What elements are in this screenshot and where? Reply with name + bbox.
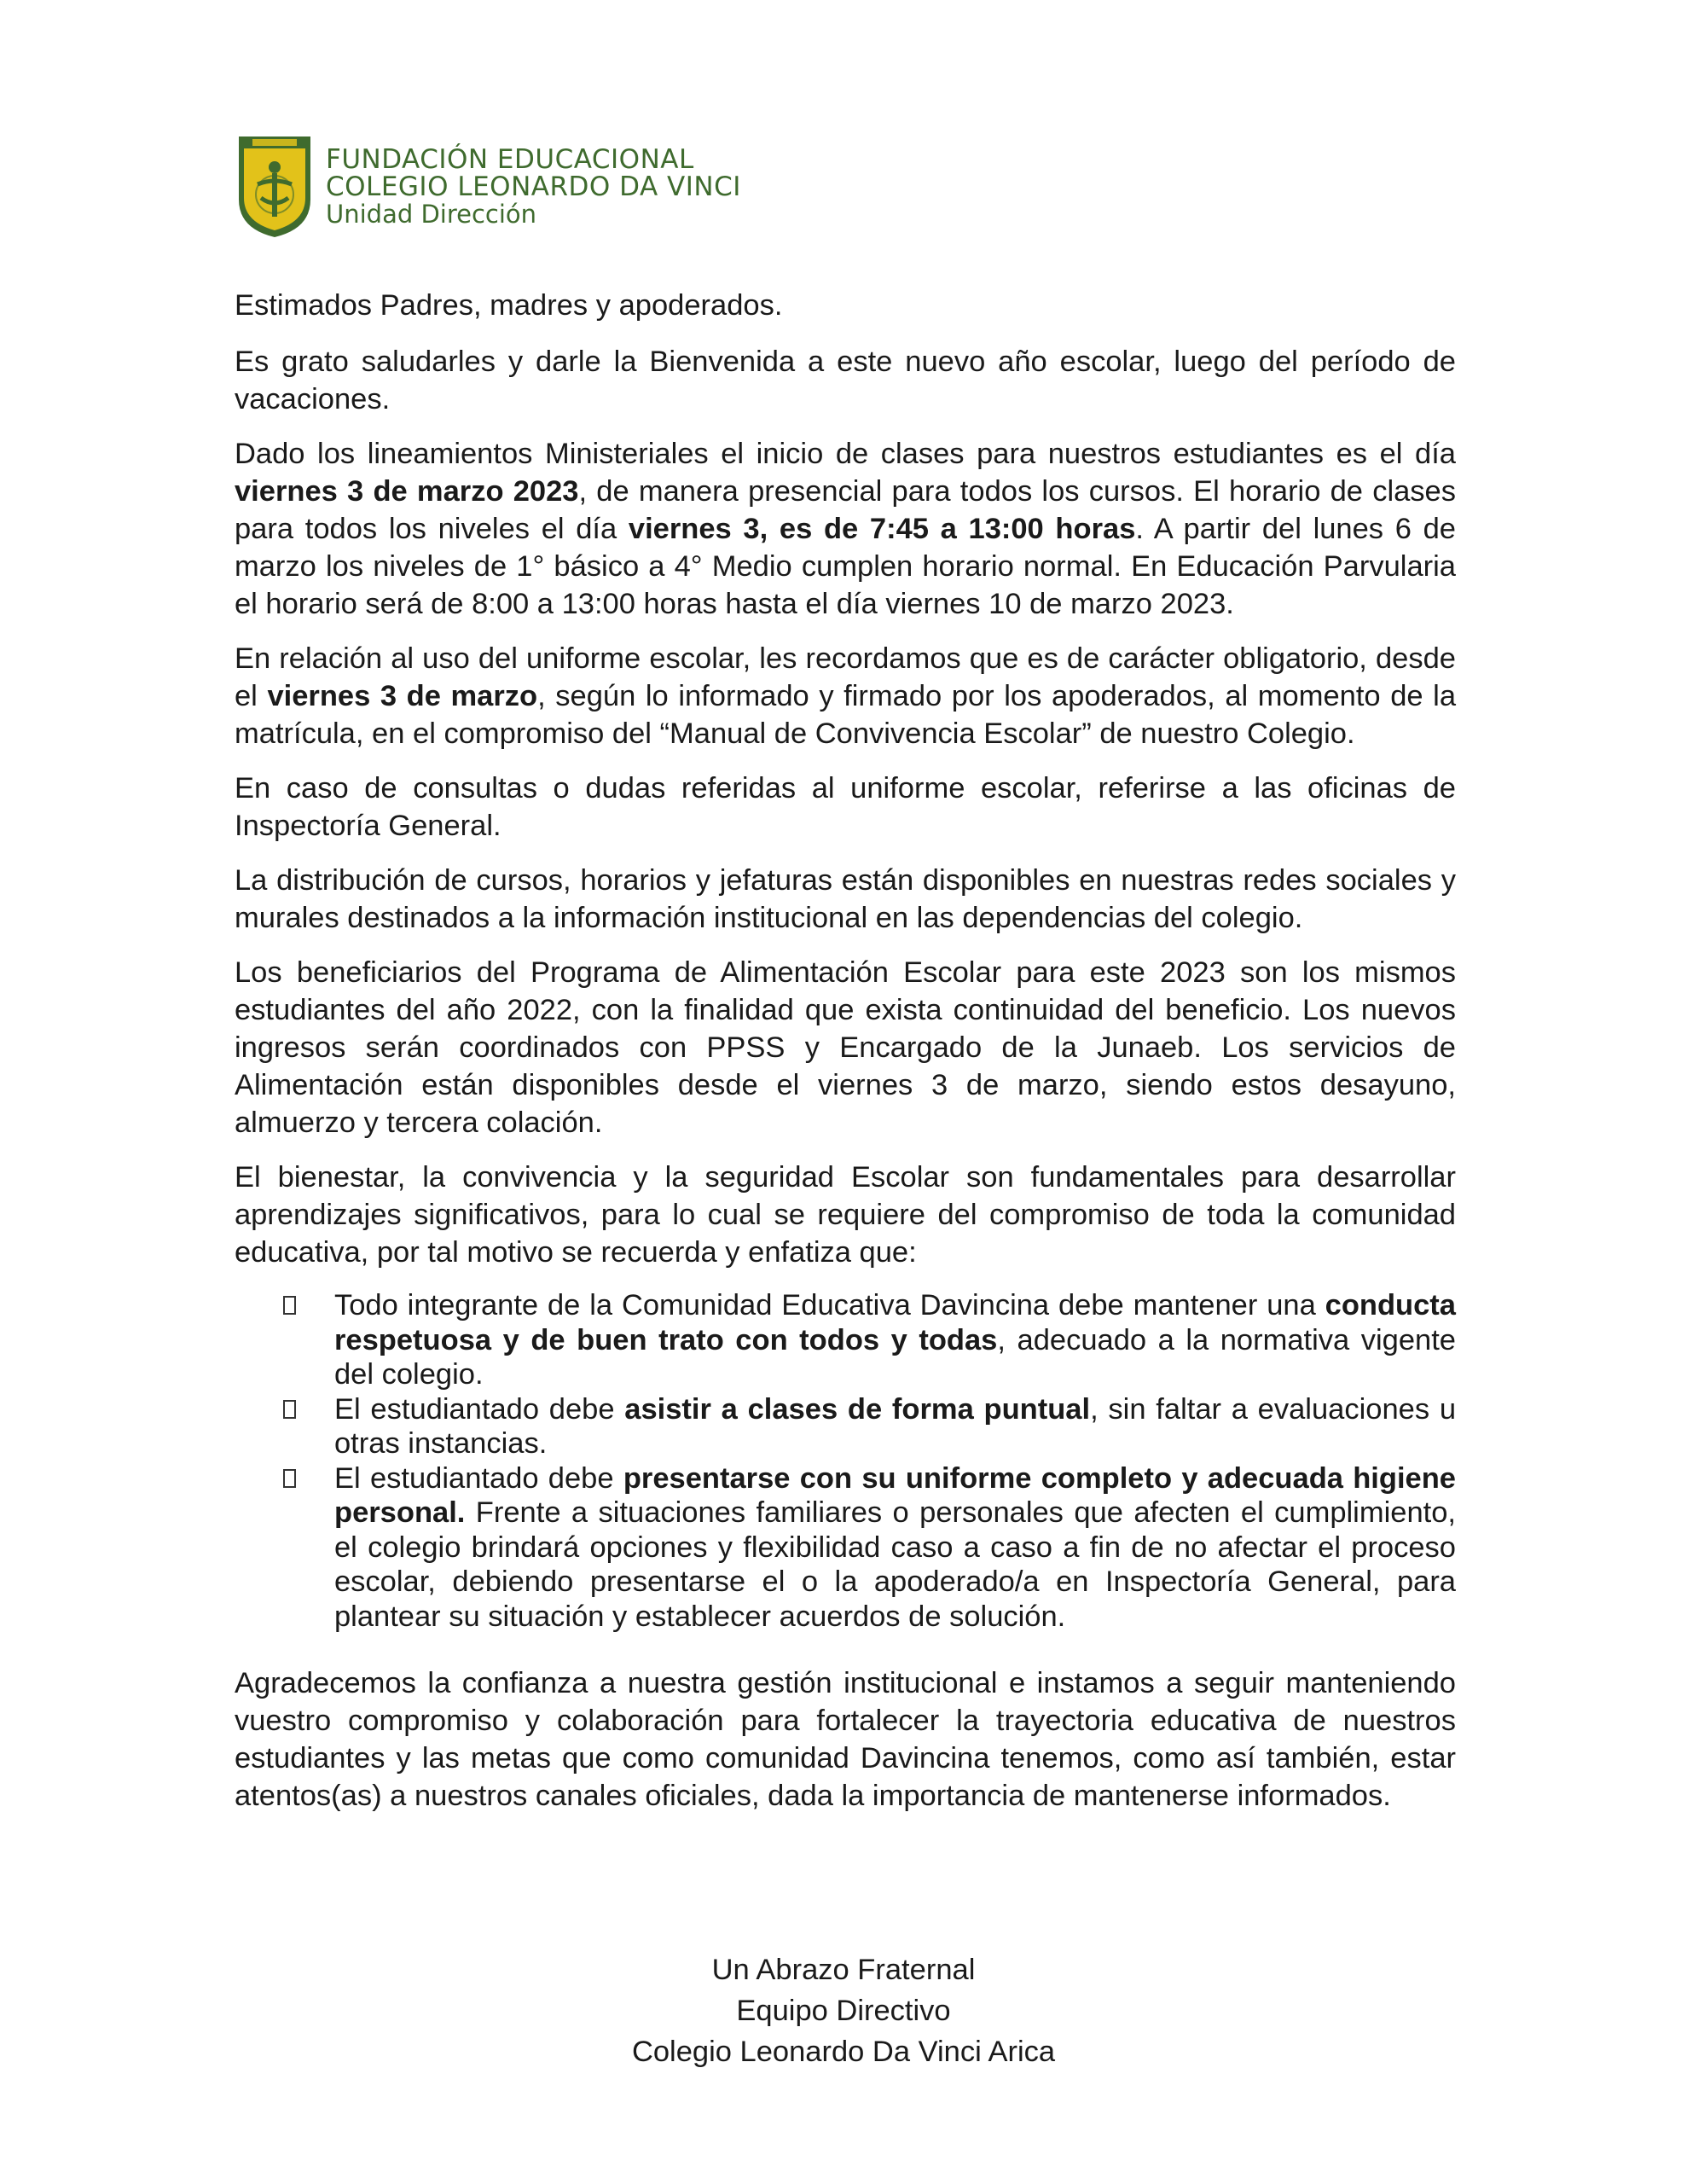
text-span: , de manera presencial para todos los cursos. El horario de clases para todos los niveles el día bbox=[235, 475, 1456, 545]
school-crest-icon bbox=[235, 133, 314, 241]
list-item bbox=[235, 1288, 1456, 1392]
signoff-greeting: Un Abrazo Fraternal bbox=[711, 1954, 976, 1986]
text-span: El estudiantado debe bbox=[334, 1461, 623, 1495]
text-span: . A partir del lunes 6 de marzo los niveles de 1° básico a 4° Medio cumplen horario normal. En Educación Parvularia el horario será de 8:00 a 13:00 horas hasta el día viernes 10 de marzo 2023. bbox=[235, 513, 1456, 620]
text-span: Frente a situaciones familiares o personales que afecten el cumplimiento, el colegio brindará opciones y flexibilidad caso a caso a fin de no afectar el proceso escolar, debiendo presentarse el o la apoderado/a en Inspectoría General, para plantear su situación y establecer acuerdos de solución. bbox=[334, 1496, 1456, 1633]
checkbox-bullet-icon bbox=[283, 1469, 296, 1488]
paragraph-uniform-questions: En caso de consultas o dudas referidas al uniforme escolar, referirse a las oficinas de Inspectoría General. bbox=[235, 772, 1456, 842]
paragraph-closing: Agradecemos la confianza a nuestra gestión institucional e instamos a seguir manteniendo vuestro compromiso y colaboración para fortalecer la trayectoria educativa de nuestros estudiantes y las metas que como comunidad Davincina tenemos, como así también, estar atentos(as) a nuestros canales oficiales, dada la importancia de mantenerse informados. bbox=[235, 1667, 1456, 1812]
text-span: El estudiantado debe bbox=[334, 1392, 625, 1426]
bold-text: conducta respetuosa y de buen trato con todos y todas bbox=[334, 1289, 1456, 1356]
signoff bbox=[0, 1949, 1687, 2072]
checkbox-bullet-icon bbox=[283, 1400, 296, 1419]
paragraph-course-distribution: La distribución de cursos, horarios y jefaturas están disponibles en nuestras redes sociales y murales destinados a la información institucional en las dependencias del colegio. bbox=[235, 864, 1456, 934]
text-span: Dado los lineamientos Ministeriales el inicio de clases para nuestros estudiantes es el día bbox=[235, 438, 1456, 470]
paragraph-food-program: Los beneficiarios del Programa de Alimentación Escolar para este 2023 son los mismos estudiantes del año 2022, con la finalidad que exista continuidad del beneficio. Los nuevos ingresos serán coordinados con PPSS y Encargado de la Junaeb. Los servicios de Alimentación están disponibles desde el viernes 3 de marzo, siendo estos desayuno, almuerzo y tercera colación. bbox=[235, 956, 1456, 1139]
bold-text: presentarse con su uniforme completo y adecuada higiene personal. bbox=[334, 1461, 1456, 1529]
text-span: , sin faltar a evaluaciones u otras instancias. bbox=[334, 1392, 1457, 1460]
signoff-school: Colegio Leonardo Da Vinci Arica bbox=[631, 2036, 1056, 2068]
bold-text: viernes 3, es de 7:45 a 13:00 horas bbox=[628, 513, 1136, 545]
salutation: Estimados Padres, madres y apoderados. bbox=[235, 289, 783, 322]
unit-name: Unidad Dirección bbox=[326, 200, 537, 229]
bold-text: viernes 3 de marzo bbox=[267, 680, 538, 712]
letterhead-text bbox=[326, 146, 741, 228]
paragraph-wellbeing: El bienestar, la convivencia y la seguridad Escolar son fundamentales para desarrollar aprendizajes significativos, para lo cual se requiere del compromiso de toda la comunidad educativa, por tal motivo se recuerda y enfatiza que: bbox=[235, 1161, 1456, 1269]
paragraph-uniform bbox=[235, 640, 1456, 752]
signoff-team: Equipo Directivo bbox=[736, 1995, 951, 2027]
letterhead bbox=[235, 133, 741, 241]
text-span: , adecuado a la normativa vigente del colegio. bbox=[334, 1323, 1456, 1391]
checkbox-bullet-icon bbox=[283, 1296, 296, 1315]
paragraph-class-start bbox=[235, 435, 1456, 623]
paragraph-welcome: Es grato saludarles y darle la Bienvenida a este nuevo año escolar, luego del período de vacaciones. bbox=[235, 346, 1456, 415]
expectations-list bbox=[235, 1288, 1456, 1634]
list-item bbox=[235, 1392, 1456, 1461]
list-item bbox=[235, 1461, 1456, 1635]
school-name: COLEGIO LEONARDO DA VINCI bbox=[326, 171, 741, 202]
institution-name: FUNDACIÓN EDUCACIONAL bbox=[326, 144, 694, 175]
text-span: En relación al uso del uniforme escolar, les recordamos que es de carácter obligatorio, desde el bbox=[235, 642, 1456, 712]
bold-text: asistir a clases de forma puntual bbox=[624, 1392, 1091, 1426]
text-span: Todo integrante de la Comunidad Educativa Davincina debe mantener una bbox=[334, 1289, 1325, 1321]
text-span: , según lo informado y firmado por los apoderados, al momento de la matrícula, en el compromiso del “Manual de Convivencia Escolar” de nuestro Colegio. bbox=[235, 680, 1457, 750]
bold-text: viernes 3 de marzo 2023 bbox=[235, 475, 579, 508]
letter-body bbox=[235, 287, 1456, 1832]
